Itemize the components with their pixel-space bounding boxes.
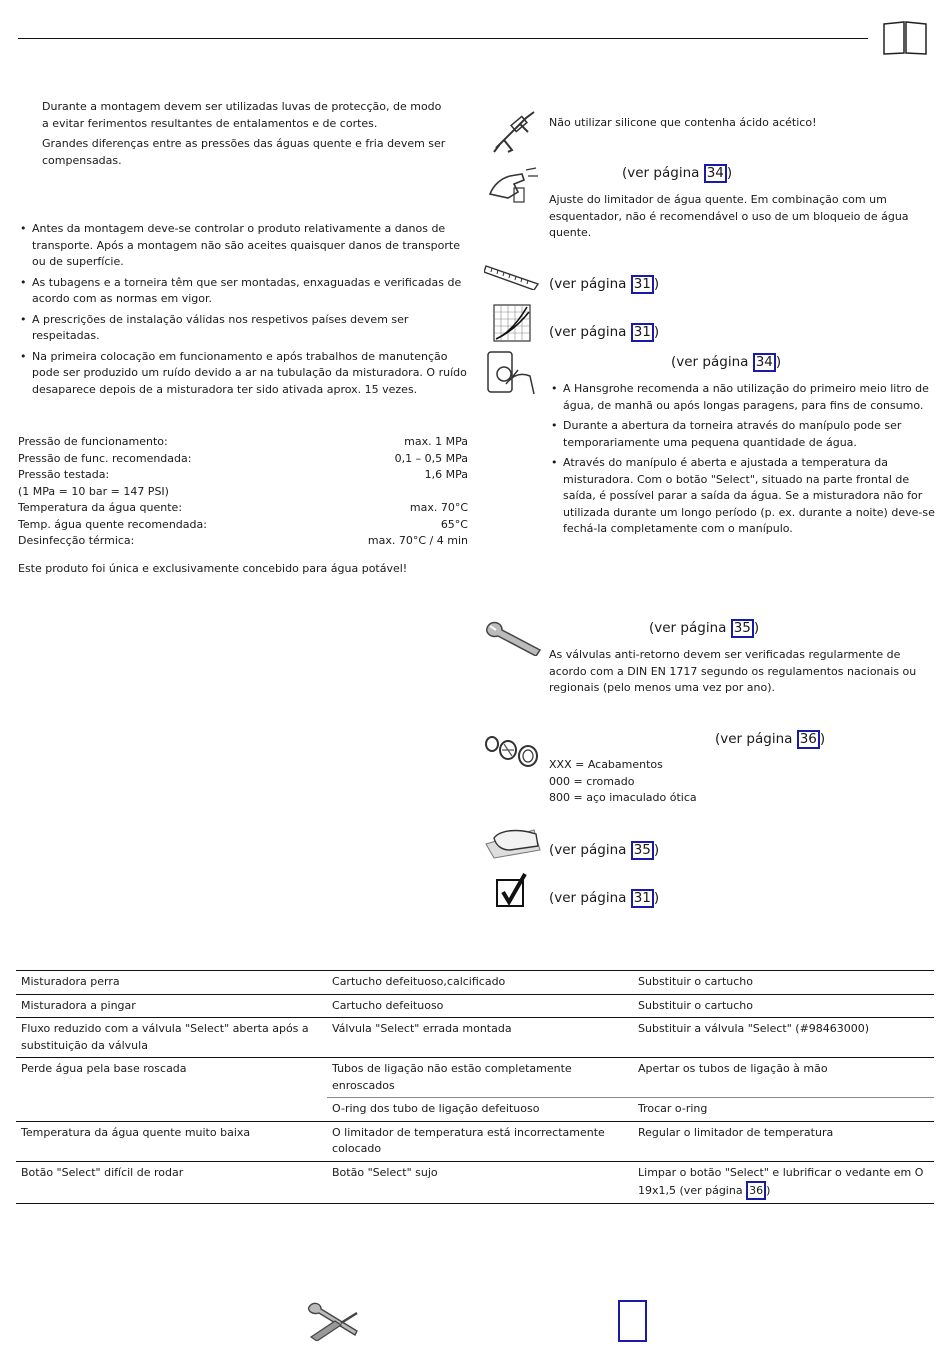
flow-diagram-icon <box>493 304 531 342</box>
page-reference-link[interactable]: 36 <box>746 1181 766 1200</box>
spec-row: Pressão de func. recomendada: 0,1 – 0,5 MPa <box>18 451 468 465</box>
hand-limiter-icon <box>488 164 540 204</box>
manual-book-icon <box>882 20 928 56</box>
spec-row: Pressão testada: 1,6 MPa <box>18 468 468 481</box>
page-frame-box <box>618 1300 647 1342</box>
limiter-text: Ajuste do limitador de água quente. Em combinação com um esquentador, não é recomendável o uso de um bloqueio de água quente. <box>549 193 909 239</box>
remedy-cell: Substituir o cartucho <box>633 994 934 1018</box>
page-reference-link[interactable]: 31 <box>631 889 654 908</box>
finish-code: XXX = Acabamentos <box>549 758 663 771</box>
remedy-cell: Apertar os tubos de ligação à mão <box>633 1058 934 1098</box>
cleaning-hand-icon <box>484 824 542 860</box>
table-row <box>16 1058 934 1098</box>
page-reference-link[interactable]: 31 <box>631 275 654 294</box>
page-reference-link[interactable]: 34 <box>753 353 776 372</box>
operation-reference: (ver página 34 ) <box>671 354 782 370</box>
spec-row: Temp. água quente recomendada: 65°C <box>18 517 468 531</box>
remedy-cell: Substituir a válvula "Select" (#98463000) <box>633 1018 934 1058</box>
hand-operation-icon <box>486 350 536 396</box>
spec-row: Pressão de funcionamento: max. 1 MPa <box>18 435 468 448</box>
finish-code: 800 = aço imaculado ótica <box>549 791 697 804</box>
remedy-cell: Limpar o botão "Select" e lubrificar o vedante em O 19x1,5 (ver página 36 ) <box>633 1161 934 1204</box>
fault-cell: Botão "Select" difícil de rodar <box>16 1161 327 1204</box>
technical-data <box>18 434 468 550</box>
installation-notes <box>18 221 470 402</box>
limiter-reference: (ver página 34 ) <box>622 165 733 181</box>
spare-parts-icon <box>484 732 540 768</box>
cause-cell: Válvula "Select" errada montada <box>327 1018 633 1058</box>
fault-cell: Misturadora perra <box>16 971 327 995</box>
spec-row: Desinfecção térmica: max. 70°C / 4 min <box>18 534 468 547</box>
note-transport: • Antes da montagem deve-se controlar o produto relativamente a danos de transporte. Após a montagem não são aceites quaisquer danos de transporte ou de superfície. <box>18 221 470 271</box>
fault-cell: Fluxo reduzido com a válvula "Select" aberta após a substituição da válvula <box>16 1018 327 1058</box>
fault-cell: Temperatura da água quente muito baixa <box>16 1121 327 1161</box>
remedy-cell: Regular o limitador de temperatura <box>633 1121 934 1161</box>
test-reference: (ver página 31 ) <box>549 890 660 906</box>
tools-icon <box>305 1301 361 1341</box>
safety-pressure-text: Grandes diferenças entre as pressões das águas quente e fria devem ser compensadas. <box>42 137 446 167</box>
maintenance-reference: (ver página 35 ) <box>649 620 760 636</box>
table-row <box>16 994 934 1018</box>
potable-water-note: Este produto foi única e exclusivamente concebido para água potável! <box>18 562 408 575</box>
operation-note: • Através do manípulo é aberta e ajustada a temperatura da misturadora. Com o botão "Select", situado na parte frontal de saída, é possível parar a saída da água. Se a misturadora não for utilizada durante um longo período (p. ex. durante a noite) deve-se fechá-la completamente com o manípulo. <box>549 455 937 538</box>
cause-cell: Cartucho defeituoso,calcificado <box>327 971 633 995</box>
note-regulations: • A prescrições de instalação válidas nos respetivos países devem ser respeitadas. <box>18 312 470 345</box>
silicone-warning: Não utilizar silicone que contenha ácido acético! <box>549 116 817 129</box>
page-reference-link[interactable]: 34 <box>704 164 727 183</box>
table-row <box>16 1161 934 1204</box>
remedy-cell: Substituir o cartucho <box>633 971 934 995</box>
operation-note: • Durante a abertura da torneira através do manípulo pode ser temporariamente uma pequena quantidade de água. <box>549 418 937 451</box>
operation-notes <box>549 381 937 542</box>
page-reference-link[interactable]: 36 <box>797 730 820 749</box>
cause-cell: Botão "Select" sujo <box>327 1161 633 1204</box>
note-noise: • Na primeira colocação em funcionamento e após trabalhos de manutenção pode ser produzido um ruído devido a ar na tubulação da misturadora. O ruído desaparece depois de a misturadora ter sido ativada aprox. 15 vezes. <box>18 349 470 399</box>
troubleshooting-table <box>16 970 934 1204</box>
silicone-gun-icon <box>490 110 540 154</box>
finish-codes <box>549 757 849 807</box>
page-reference-link[interactable]: 35 <box>631 841 654 860</box>
fault-cell: Perde água pela base roscada <box>16 1058 327 1098</box>
table-row <box>16 1018 934 1058</box>
header-rule <box>18 38 868 39</box>
table-row <box>16 971 934 995</box>
parts-reference: (ver página 36 ) <box>715 731 826 747</box>
note-pipes: • As tubagens e a torneira têm que ser montadas, enxaguadas e verificadas de acordo com as normas em vigor. <box>18 275 470 308</box>
fault-cell: Misturadora a pingar <box>16 994 327 1018</box>
table-row <box>16 1098 934 1122</box>
spec-row: Temperatura da água quente: max. 70°C <box>18 501 468 514</box>
table-row <box>16 1121 934 1161</box>
cleaning-reference: (ver página 35 ) <box>549 842 660 858</box>
remedy-cell: Trocar o-ring <box>633 1098 934 1122</box>
flow-reference: (ver página 31 ) <box>549 324 660 340</box>
cause-cell: O-ring dos tubo de ligação defeituoso <box>327 1098 633 1122</box>
wrench-icon <box>484 620 544 656</box>
maintenance-text: As válvulas anti-retorno devem ser verificadas regularmente de acordo com a DIN EN 1717 segundo os regulamentos nacionais ou regionais (pelo menos uma vez por ano). <box>549 648 917 694</box>
cause-cell: O limitador de temperatura está incorrectamente colocado <box>327 1121 633 1161</box>
page-reference-link[interactable]: 35 <box>731 619 754 638</box>
spec-row: (1 MPa = 10 bar = 147 PSI) <box>18 484 169 498</box>
finish-code: 000 = cromado <box>549 774 635 788</box>
dimensions-reference: (ver página 31 ) <box>549 276 660 292</box>
operation-note: • A Hansgrohe recomenda a não utilização do primeiro meio litro de água, de manhã ou após longas paragens, para fins de consumo. <box>549 381 937 414</box>
cause-cell: Tubos de ligação não estão completamente enroscados <box>327 1058 633 1098</box>
cause-cell: Cartucho defeituoso <box>327 994 633 1018</box>
page-reference-link[interactable]: 31 <box>631 323 654 342</box>
test-checkbox-icon <box>495 872 529 908</box>
safety-section <box>42 99 447 169</box>
safety-gloves-text: Durante a montagem devem ser utilizadas luvas de protecção, de modo a evitar ferimentos resultantes de entalamentos e de cortes. <box>42 100 442 130</box>
ruler-dimensions-icon <box>484 256 540 290</box>
fault-cell <box>16 1098 327 1122</box>
